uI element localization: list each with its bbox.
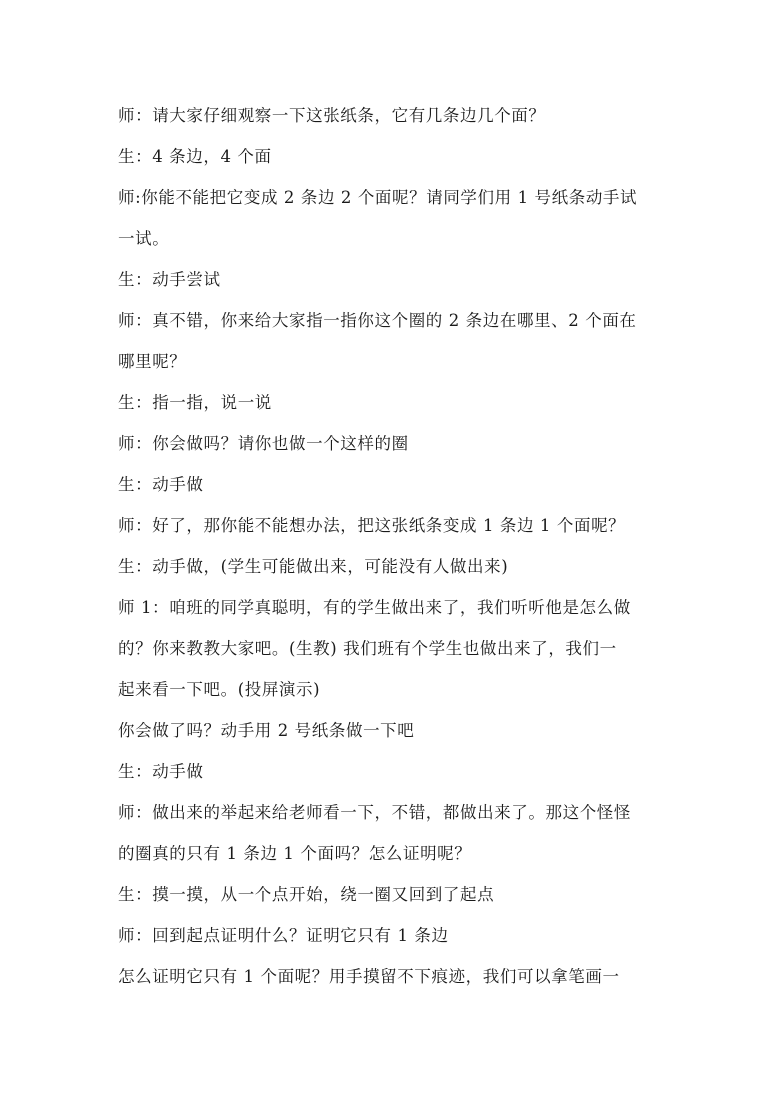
text-line: 的？你来教教大家吧。(生教) 我们班有个学生也做出来了，我们一: [118, 639, 617, 658]
text-line: 生：动手做: [118, 762, 204, 781]
text-line: 你会做了吗？动手用 2 号纸条做一下吧: [118, 721, 415, 740]
text-line: 师：好了，那你能不能想办法，把这张纸条变成 1 条边 1 个面呢？: [118, 516, 626, 535]
text-line: 师 1：咱班的同学真聪明，有的学生做出来了，我们听听他是怎么做: [118, 598, 631, 617]
text-line: 师：你会做吗？请你也做一个这样的圈: [118, 434, 409, 453]
text-line: 师：回到起点证明什么？证明它只有 1 条边: [118, 926, 449, 945]
text-line: 怎么证明它只有 1 个面呢？用手摸留不下痕迹，我们可以拿笔画一: [118, 967, 620, 986]
text-line: 的圈真的只有 1 条边 1 个面吗？怎么证明呢？: [118, 844, 472, 863]
text-line: 师:你能不能把它变成 2 条边 2 个面呢？请同学们用 1 号纸条动手试: [118, 188, 638, 207]
text-line: 师：请大家仔细观察一下这张纸条，它有几条边几个面？: [118, 106, 546, 125]
text-line: 哪里呢？: [118, 352, 187, 371]
text-line: 生：4 条边，4 个面: [118, 147, 272, 166]
text-line: 师：真不错，你来给大家指一指你这个圈的 2 条边在哪里、2 个面在: [118, 311, 637, 330]
text-line: 一试。: [118, 229, 170, 248]
text-line: 起来看一下吧。(投屏演示): [118, 680, 321, 699]
text-line: 生：动手做: [118, 475, 204, 494]
text-line: 生：指一指，说一说: [118, 393, 272, 412]
text-line: 生：摸一摸，从一个点开始，绕一圈又回到了起点: [118, 885, 495, 904]
text-line: 生：动手尝试: [118, 270, 221, 289]
text-line: 生：动手做，(学生可能做出来，可能没有人做出来): [118, 557, 509, 576]
text-line: 师：做出来的举起来给老师看一下，不错，都做出来了。那这个怪怪: [118, 803, 631, 822]
